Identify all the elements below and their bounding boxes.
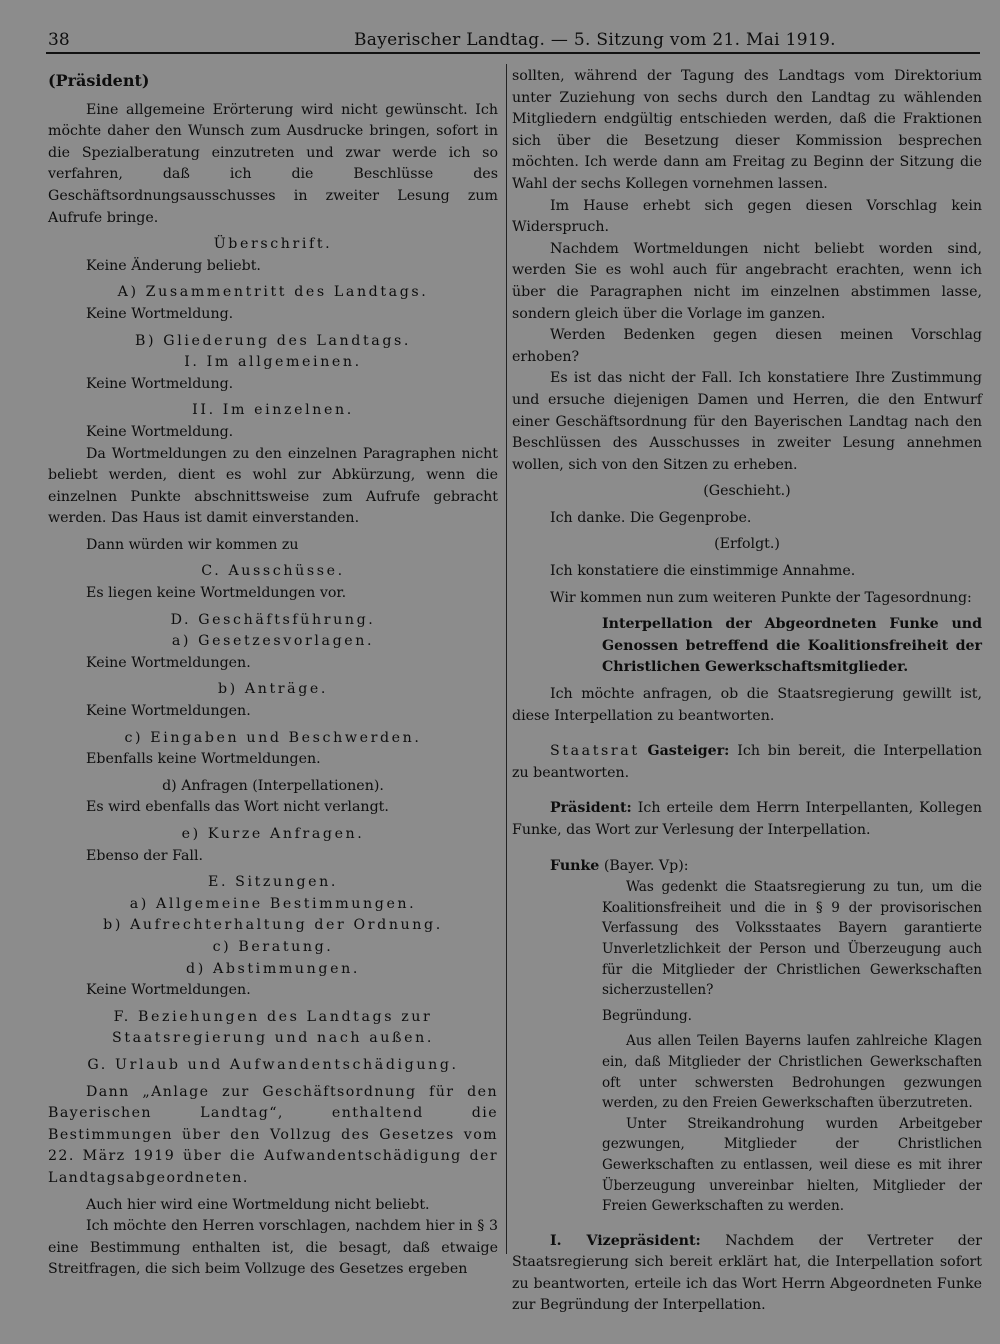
paragraph: Im Hause erhebt sich gegen diesen Vorschlag kein Widerspruch. (512, 197, 982, 236)
paragraph: Auch hier wird eine Wortmeldung nicht beliebt. (86, 1196, 430, 1213)
right-column (512, 66, 982, 1317)
paragraph: Ebenfalls keine Wortmeldungen. (86, 751, 321, 768)
quoted-paragraph: Aus allen Teilen Bayerns laufen zahlreiche Klagen ein, daß Mitglieder der Christlichen Gewerkschaften oft unter schwersten Bedrohungen gezwungen werden, zu den Freien Gewerkschaften überzutreten. (602, 1033, 982, 1112)
speech-praesident (512, 798, 982, 841)
paragraph: Ich möchte anfragen, ob die Staatsregierung gewillt ist, diese Interpellation zu beantworten. (512, 686, 982, 724)
paragraph: Keine Wortmeldung. (86, 423, 234, 440)
section-heading: b) Aufrechterhaltung der Ordnung. (103, 917, 443, 934)
speaker-name: I. Vizepräsident: (550, 1232, 701, 1249)
section-heading: e) Kurze Anfragen. (181, 826, 365, 842)
section-heading: a) Gesetzesvorlagen. (171, 633, 375, 650)
speech-vizepraesident (512, 1231, 982, 1317)
section-heading: c) Eingaben und Beschwerden. (124, 729, 422, 746)
left-column (48, 66, 498, 1281)
paragraph: Werden Bedenken gegen diesen meinen Vorschlag erhoben? (512, 327, 982, 365)
paragraph: Ich danke. Die Gegenprobe. (550, 509, 752, 526)
speaker-name: Funke (550, 857, 600, 874)
paragraph: Keine Wortmeldungen. (86, 703, 251, 720)
paragraph: Es ist das nicht der Fall. Ich konstatiere Ihre Zustimmung und ersuche diejenigen Damen und Herren, die den Entwurf einer Geschäftsordnung für den Bayerischen Landtag nach den Beschlüssen des Ausschusses in zweiter Lesung annehmen wollen, sich von den Sitzen zu erheben. (512, 370, 982, 473)
section-heading: I. Im allgemeinen. (184, 354, 362, 371)
section-heading: D. Geschäftsführung. (170, 611, 376, 628)
speaker-title: Staatsrat (550, 743, 640, 760)
paragraph: Wir kommen nun zum weiteren Punkte der Tagesordnung: (550, 589, 972, 606)
paragraph: Es liegen keine Wortmeldungen vor. (86, 585, 347, 602)
paragraph: Keine Änderung beliebt. (86, 257, 261, 274)
section-heading: c) Beratung. (212, 938, 334, 955)
page-number: 38 (48, 30, 70, 50)
paragraph: Dann „Anlage zur Geschäftsordnung für den Bayerischen Landtag“, enthaltend die Bestimmungen über den Vollzug des Gesetzes vom 22. März 1919 über die Aufwandentschädigung der Landtagsabgeordneten. (48, 1083, 498, 1186)
section-heading: Überschrift. (213, 236, 333, 253)
speaker-label: (Präsident) (48, 71, 150, 90)
speech-text: Ich erteile dem Herrn Interpellanten, Kollegen Funke, das Wort zur Verlesung der Interpellation. (512, 800, 983, 838)
paragraph: Eine allgemeine Erörterung wird nicht gewünscht. Ich möchte daher den Wunsch zum Ausdrucke bringen, sofort in die Spezialberatung einzutreten und zwar werde ich so verfahren, daß ich die Beschlüsse des Geschäftsordnungsausschusses in zweiter Lesung zum Aufrufe bringe. (48, 101, 498, 226)
speaker-party: (Bayer. Vp): (603, 857, 689, 874)
section-heading: F. Beziehungen des Landtags zur Staatsregierung und nach außen. (112, 1008, 434, 1047)
section-heading: C. Ausschüsse. (201, 563, 345, 580)
paragraph: Keine Wortmeldung. (86, 305, 234, 322)
paragraph: Keine Wortmeldung. (86, 375, 234, 392)
section-heading: A) Zusammentritt des Landtags. (117, 284, 429, 301)
quoted-paragraph: Unter Streikandrohung wurden Arbeitgeber gezwungen, Mitglieder der Christlichen Gewerkschaften zu entlassen, weil diese es mit ihrer Überzeugung unvereinbar hielten, Mitglieder der Freien Gewerkschaften zu werden. (602, 1115, 982, 1215)
speech-staatsrat (512, 741, 982, 784)
quoted-paragraph: Was gedenkt die Staatsregierung zu tun, um die Koalitionsfreiheit und die in § 9 der provisorischen Verfassung des Volksstaates Bayern garantierte Unverletzlichkeit der Person und Überzeugung auch für die Mitglieder der Christlichen Gewerkschaften sicherzustellen? (602, 879, 982, 999)
running-title: Bayerischer Landtag. — 5. Sitzung vom 21. Mai 1919. (354, 30, 836, 50)
section-heading: B) Gliederung des Landtags. (134, 332, 411, 349)
speech-text: Ich bin bereit, die Interpellation zu beantworten. (512, 743, 982, 781)
paragraph: sollten, während der Tagung des Landtags vom Direktorium unter Zuziehung von sechs durch den Landtag zu wählenden Mitgliedern endgültig entschieden werden, daß die Fraktionen sich über die Besetzung dieser Kommission besprechen möchten. Ich werde dann am Freitag zu Beginn der Sitzung die Wahl der sechs Kollegen vornehmen lassen. (512, 68, 982, 192)
paragraph: Keine Wortmeldungen. (86, 654, 251, 671)
column-divider (506, 64, 507, 1254)
section-heading: d) Abstimmungen. (186, 960, 360, 977)
section-heading: E. Sitzungen. (207, 874, 338, 891)
paragraph: Dann würden wir kommen zu (86, 536, 299, 553)
section-heading: a) Allgemeine Bestimmungen. (129, 895, 417, 912)
stage-direction: (Geschieht.) (703, 483, 791, 500)
speech-funke-heading (512, 856, 982, 878)
interpellation-title: Interpellation der Abgeordneten Funke und Genossen betreffend die Koalitionsfreiheit der Christlichen Gewerkschaftsmitglieder. (602, 616, 982, 676)
section-heading: b) Anträge. (217, 681, 329, 698)
section-heading: d) Anfragen (Interpellationen). (162, 777, 384, 794)
paragraph: Ich konstatiere die einstimmige Annahme. (550, 563, 856, 580)
page-header (46, 26, 980, 54)
paragraph: Keine Wortmeldungen. (86, 982, 251, 999)
stage-direction: (Erfolgt.) (714, 536, 780, 553)
paragraph: Nachdem Wortmeldungen nicht beliebt worden sind, werden Sie es wohl auch für angebracht erachten, wenn ich über die Paragraphen nicht im einzelnen abstimmen lasse, sondern gleich über die Vorlage im ganzen. (512, 240, 982, 322)
speech-text: Nachdem der Vertreter der Staatsregierung sich bereit erklärt hat, die Interpellation sofort zu beantworten, erteile ich das Wort Herrn Abgeordneten Funke zur Begründung der Interpellation. (512, 1232, 983, 1314)
speaker-name: Gasteiger: (647, 743, 730, 760)
paragraph: Da Wortmeldungen zu den einzelnen Paragraphen nicht beliebt werden, dient es wohl zur Abkürzung, wenn die einzelnen Punkte abschnittsweise zum Aufrufe gebracht werden. Das Haus ist damit einverstanden. (48, 445, 498, 527)
section-heading: II. Im einzelnen. (192, 402, 354, 419)
paragraph: Ich möchte den Herren vorschlagen, nachdem hier in § 3 eine Bestimmung enthalten ist, die besagt, daß etwaige Streitfragen, die sich beim Vollzuge des Gesetzes ergeben (48, 1218, 498, 1278)
section-heading: G. Urlaub und Aufwandentschädigung. (87, 1056, 459, 1073)
paragraph: Ebenso der Fall. (86, 847, 203, 864)
quoted-heading: Begründung. (602, 1007, 692, 1024)
paragraph: Es wird ebenfalls das Wort nicht verlangt. (86, 799, 389, 816)
speaker-name: Präsident: (550, 800, 632, 817)
